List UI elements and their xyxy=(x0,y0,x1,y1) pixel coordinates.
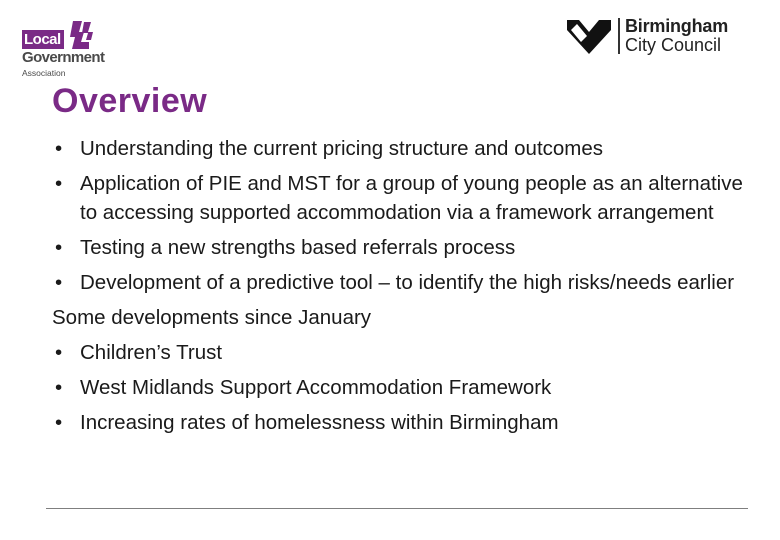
development-item xyxy=(52,373,762,402)
footer-rule xyxy=(46,508,748,509)
overview-list xyxy=(52,134,762,297)
lga-logo-government: Government xyxy=(22,49,105,66)
bcc-logo-city-council: City Council xyxy=(625,35,722,55)
development-item-text: West Midlands Support Accommodation Framework xyxy=(80,376,552,399)
bullet-icon: • xyxy=(55,271,63,294)
overview-item xyxy=(52,233,762,262)
overview-item-text: Development of a predictive tool – to identify the high risks/needs earlier xyxy=(80,271,735,294)
bullet-icon: • xyxy=(55,236,63,259)
slide-title: Overview xyxy=(52,82,208,120)
overview-item xyxy=(52,268,762,297)
bullet-icon: • xyxy=(55,137,63,160)
bcc-logo-birmingham: Birmingham xyxy=(625,16,729,36)
lga-logo xyxy=(22,20,132,80)
bullet-icon: • xyxy=(55,376,63,399)
bcc-logo xyxy=(565,16,755,60)
bcc-divider xyxy=(618,18,620,54)
overview-item xyxy=(52,134,762,163)
development-item xyxy=(52,408,762,437)
overview-item-text: Understanding the current pricing structure and outcomes xyxy=(80,137,604,160)
development-item xyxy=(52,338,762,367)
developments-subheading: Some developments since January xyxy=(52,306,372,329)
lga-logo-association: Association xyxy=(22,68,66,78)
bullet-icon: • xyxy=(55,341,63,364)
bullet-icon: • xyxy=(55,411,63,434)
lga-mark-icon xyxy=(69,20,95,50)
lga-logo-local: Local xyxy=(22,30,64,49)
overview-item-text: Application of PIE and MST for a group of young people as an alternative to accessing supported accommodation via a framework arrangement xyxy=(80,172,743,224)
overview-item xyxy=(52,169,762,227)
slide-body xyxy=(52,134,762,443)
development-item-text: Increasing rates of homelessness within Birmingham xyxy=(80,411,559,434)
overview-item-text: Testing a new strengths based referrals process xyxy=(80,236,516,259)
developments-list xyxy=(52,338,762,437)
bullet-icon: • xyxy=(55,172,63,195)
bcc-heart-icon xyxy=(565,16,613,56)
development-item-text: Children’s Trust xyxy=(80,341,223,364)
